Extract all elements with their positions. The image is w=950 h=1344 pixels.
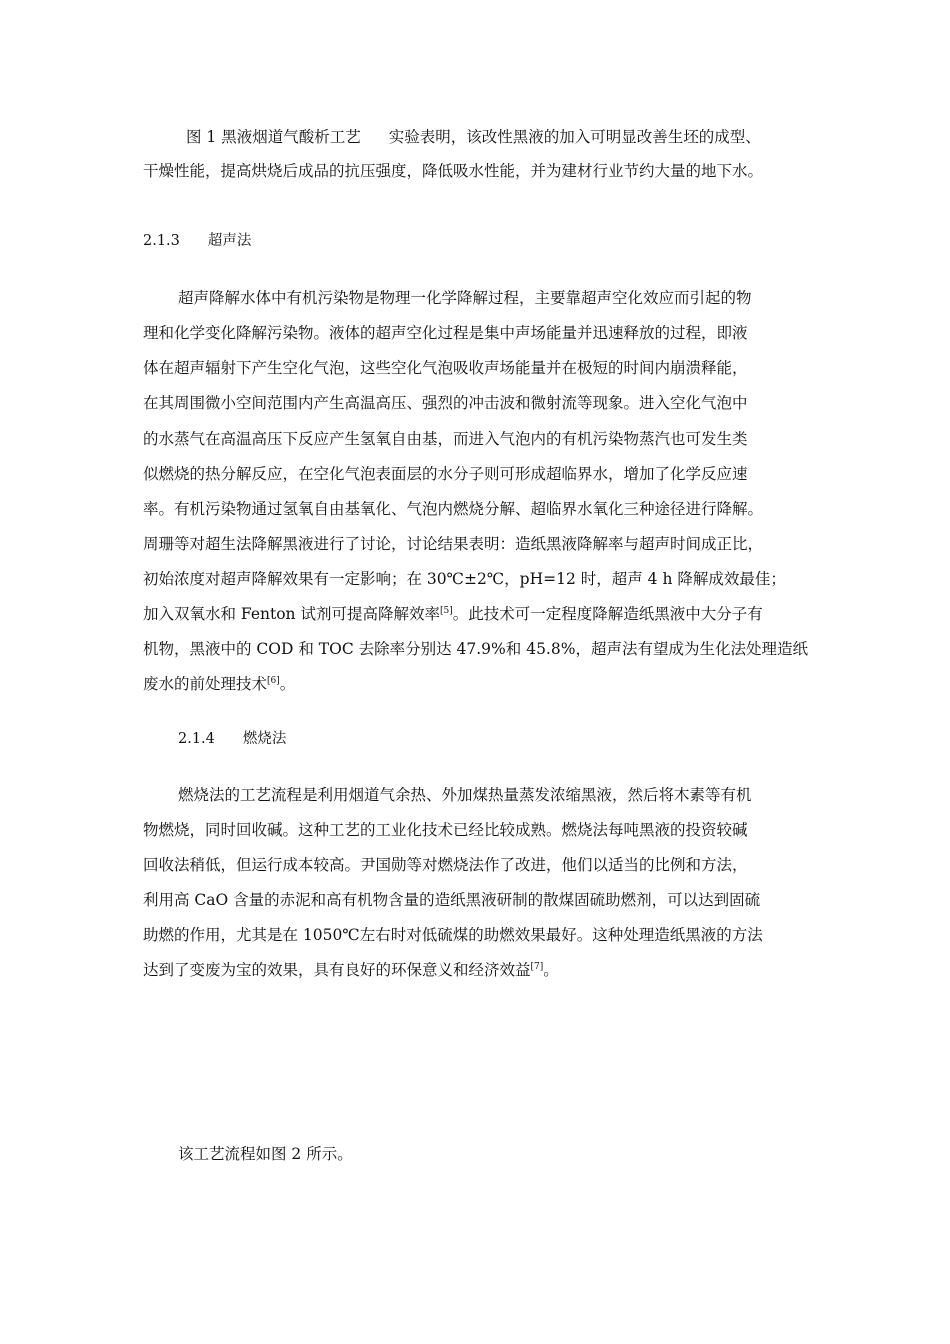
paragraph-line: 超声降解水体中有机污染物是物理一化学降解过程，主要靠超声空化效应而引起的物 (178, 289, 752, 307)
paragraph-line: 达到了变废为宝的效果，具有良好的环保意义和经济效益[7]。 (143, 961, 559, 979)
section-heading-2-1-4 (178, 728, 286, 750)
paragraph-line: 初始浓度对超声降解效果有一定影响；在 30℃±2℃，pH=12 时，超声 4 h 降解成效最佳； (143, 570, 786, 588)
intro-text: 实验表明，该改性黑液的加入可明显改善生坯的成型、 (388, 128, 761, 146)
citation-6: [6] (267, 676, 280, 686)
section-number: 2.1.4 (178, 731, 215, 747)
paragraph-line: 回收法稍低，但运行成本较高。尹国勋等对燃烧法作了改进，他们以适当的比例和方法， (143, 856, 748, 874)
paragraph-line: 物燃烧，同时回收碱。这种工艺的工业化技术已经比较成熟。燃烧法每吨黑液的投资较碱 (143, 821, 748, 839)
paragraph-line: 加入双氧水和 Fenton 试剂可提高降解效率[5]。此技术可一定程度降解造纸黑液中大分子有 (143, 605, 763, 623)
paragraph-line: 助燃的作用，尤其是在 1050℃左右时对低硫煤的助燃效果最好。这种处理造纸黑液的方法 (143, 926, 763, 944)
paragraph-line: 理和化学变化降解污染物。液体的超声空化过程是集中声场能量并迅速释放的过程，即液 (143, 324, 748, 342)
figure-caption: 图 1 黑液烟道气酸析工艺 (186, 128, 361, 146)
section-heading-2-1-3 (143, 230, 251, 252)
paragraph-line: 在其周围微小空间范围内产生高温高压、强烈的冲击波和微射流等现象。进入空化气泡中 (143, 394, 748, 412)
paragraph-line: 的水蒸气在高温高压下反应产生氢氧自由基，而进入气泡内的有机污染物蒸汽也可发生类 (143, 430, 748, 448)
section-title: 燃烧法 (242, 731, 287, 747)
paragraph-line: 体在超声辐射下产生空化气泡，这些空化气泡吸收声场能量并在极短的时间内崩溃释能， (143, 359, 748, 377)
paragraph-line: 周珊等对超生法降解黑液进行了讨论，讨论结果表明：造纸黑液降解率与超声时间成正比， (143, 535, 764, 553)
paragraph-line: 利用高 CaO 含量的赤泥和高有机物含量的造纸黑液研制的散煤固硫助燃剂，可以达到固硫 (143, 891, 761, 909)
paragraph-line: 废水的前处理技术[6]。 (143, 675, 296, 693)
closing-line: 该工艺流程如图 2 所示。 (178, 1145, 353, 1163)
intro-line-2: 干燥性能，提高烘烧后成品的抗压强度，降低吸水性能，并为建材行业节约大量的地下水。 (143, 162, 764, 180)
intro-line-1 (186, 126, 761, 148)
paragraph-line: 燃烧法的工艺流程是利用烟道气余热、外加煤热量蒸发浓缩黑液，然后将木素等有机 (178, 786, 752, 804)
paragraph-line: 率。有机污染物通过氢氧自由基氧化、气泡内燃烧分解、超临界水氧化三种途径进行降解。 (143, 500, 764, 518)
section-title: 超声法 (207, 233, 252, 249)
citation-7: [7] (530, 962, 544, 972)
paragraph-line: 机物，黑液中的 COD 和 TOC 去除率分别达 47.9%和 45.8%，超声法有望成为生化法处理造纸 (143, 640, 808, 658)
paragraph-line: 似燃烧的热分解反应，在空化气泡表面层的水分子则可形成超临界水，增加了化学反应速 (143, 465, 748, 483)
citation-5: [5] (439, 606, 453, 616)
section-number: 2.1.3 (143, 233, 180, 249)
